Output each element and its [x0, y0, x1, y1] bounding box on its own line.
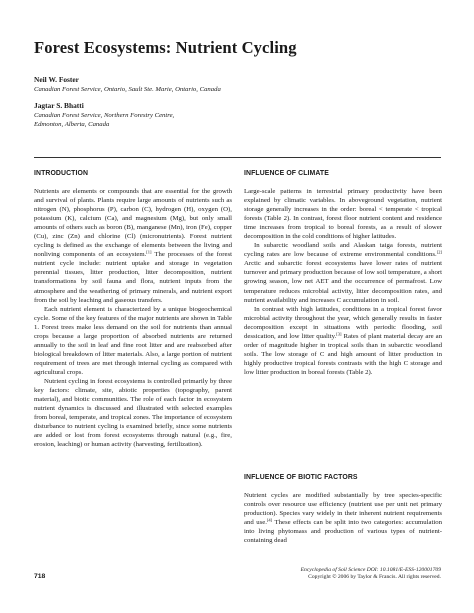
page-footer [301, 567, 441, 581]
paragraph-text: In subarctic woodland soils and Alaskan taiga forests, nutrient cycling rates are low because of extreme environmental conditions.[2] Arctic and subarctic forest ecosystems have lower rates of nutrient turnover and primary production because of low soil temperature, a short growing season, low net AET and the occurrence of permafrost. Low temperature reduces microbial activity, litter decomposition rates, and nutrient availability and increases C accumulation in soil. [244, 242, 442, 304]
right-column-climate-body [244, 187, 442, 377]
author-affiliation: Canadian Forest Service, Northern Forestry Centre, [34, 112, 175, 119]
section-heading-biotic: INFLUENCE OF BIOTIC FACTORS [244, 474, 358, 481]
article-title: Forest Ecosystems: Nutrient Cycling [34, 38, 297, 57]
reference-marker: [3] [336, 331, 342, 337]
paragraph-text: Each nutrient element is characterized by a unique biogeochemical cycle. Some of the key features of the major nutrients are shown in Table 1. Forest trees make less demand on the soil for nutrients than annual crops because a large proportion of absorbed nutrients are returned annually to the soil in leaf and fine root litter and are reabsorbed after biological breakdown of litter materials. Also, a large portion of nutrient requirement of trees are met through internal cycling as compared with agricultural crops. [34, 305, 232, 376]
section-heading-climate: INFLUENCE OF CLIMATE [244, 170, 329, 177]
author-name: Jagtar S. Bhatti [34, 101, 84, 110]
paragraph-text: Nutrients are elements or compounds that are essential for the growth and survival of plants. Plants require large amounts of nutrients such as nitrogen (N), phosphorus (P), carbon (C), hydrogen (H), oxygen (O), potassium (K), calcium (Ca), and magnesium (Mg), but only small amounts of others such as boron (B), manganese (Mn), iron (Fe), copper (Cu), zinc (Zn) and chlorine (Cl) (micronutrients). Forest nutrient cycling is defined as the exchange of elements between the living and nonliving components of an ecosystem.[1] The processes of the forest nutrient cycle include: nutrient uptake and storage in vegetation perennial tissues, litter production, litter decomposition, nutrient transformations by soil fauna and flora, nutrient inputs from the atmosphere and the weathering of primary minerals, and nutrient export from the soil by leaching and gaseous transfers. [34, 188, 232, 304]
paragraph-text: Large-scale patterns in terrestrial primary productivity have been explained by climatic variables. In aboveground vegetation, nutrient storage generally increases in the order: boreal < temperate < tropical forests (Table 2). In contrast, forest floor nutrient content and residence time increases from tropical to boreal forests, as a result of slower decomposition in the cold conditions of higher latitudes. [244, 188, 442, 241]
paragraph [34, 187, 232, 305]
paragraph [34, 305, 232, 377]
paragraph-text: In contrast with high latitudes, conditions in a tropical forest favor microbial activity throughout the year, which generally results in faster decomposition except in situations with periodic flooding, soil dessication, and low litter quality.[3] Rates of plant material decay are an order of magnitude higher in tropical soils than in subarctic woodland soils. The low storage of C and high amount of litter production in highly productive tropical forests contrasts with the high C storage and low litter production in boreal forests (Table 2). [244, 305, 442, 376]
reference-marker: [4] [266, 517, 273, 523]
paragraph [244, 241, 442, 304]
paragraph-text: Nutrient cycling in forest ecosystems is controlled primarily by three key factors: climate, site, abiotic properties (topography, parent material), and biotic communities. The role of each factor in ecosystem nutrient dynamics is discussed and illustrated with selected examples from boreal, temperate, and tropical zones. The importance of ecosystem disturbance to nutrient cycling is examined briefly, since some nutrients are added or lost from forest ecosystems through natural (e.g., fire, erosion, leaching) or human activity (harvesting, fertilization). [34, 377, 232, 449]
page-number: 718 [34, 573, 46, 580]
reference-marker: [2] [436, 249, 442, 255]
right-column-biotic-body [244, 491, 442, 545]
footer-citation: Encyclopedia of Soil Science DOI: 10.1081/E-ESS-120001709 [300, 567, 441, 573]
author-name: Neil W. Foster [34, 75, 79, 84]
reference-marker: [1] [146, 249, 152, 255]
section-heading-introduction: INTRODUCTION [34, 170, 89, 177]
footer-copyright: Copyright © 2006 by Taylor & Francis. All rights reserved. [308, 574, 441, 581]
paragraph [34, 377, 232, 449]
header-rule [34, 157, 441, 158]
paragraph [244, 491, 442, 545]
paragraph [244, 305, 442, 377]
author-affiliation: Edmonton, Alberta, Canada [34, 121, 110, 128]
paragraph-text: Nutrient cycles are modified substantially by tree species-specific controls over resource use efficiency (nutrient use per unit net primary production). Species vary widely in their inherent nutrient requirements and use.[4] These effects can be split into two categories: accumulation into living phytomass and production of various types of nutrient-containing dead [244, 492, 442, 545]
paragraph [244, 187, 442, 241]
author-affiliation: Canadian Forest Service, Ontario, Sault Ste. Marie, Ontario, Canada [34, 86, 221, 93]
left-column-body [34, 187, 232, 449]
